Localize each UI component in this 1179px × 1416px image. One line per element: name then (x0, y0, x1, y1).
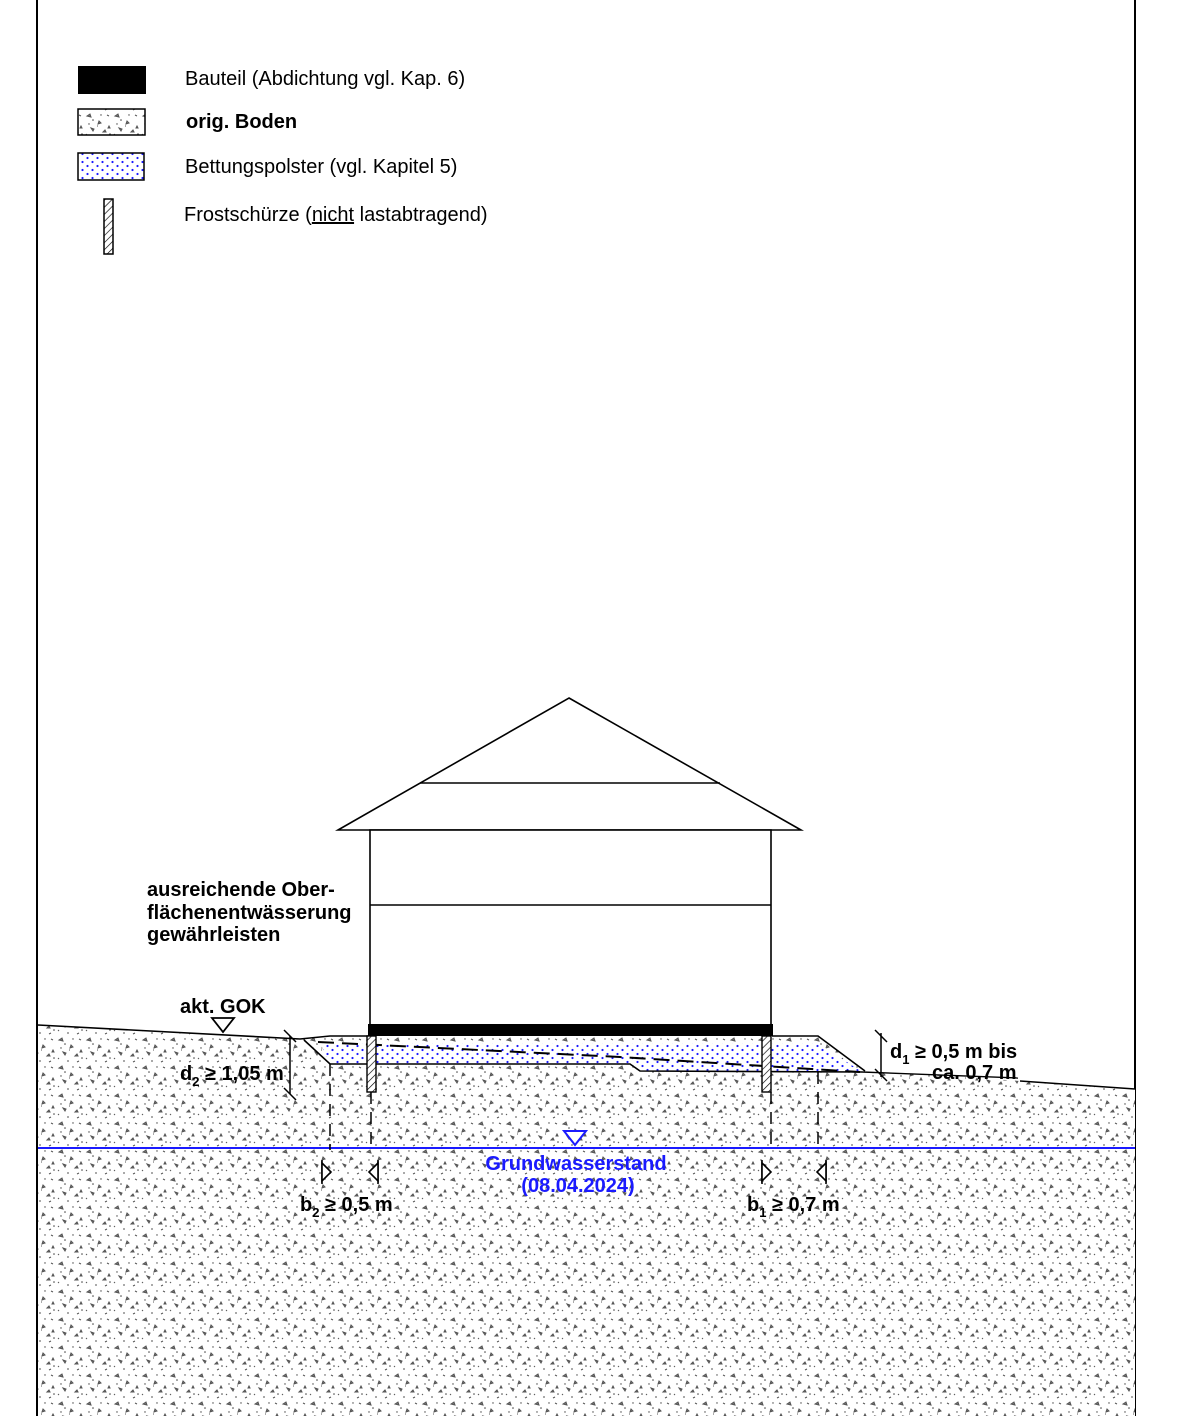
d1-dimension-label-line2: ca. 0,7 m (932, 1062, 1017, 1084)
d2-dimension-label: $d_2 \ge 1,05$ m (180, 1063, 284, 1089)
b1-dimension-label: $b_1 \ge 0,7$ m (747, 1194, 840, 1220)
legend-swatch-soil (78, 109, 145, 135)
legend-swatch-frost-apron (104, 199, 113, 254)
d1-dimension-label: $d_1 \ge 0,5$ m bis (890, 1041, 1018, 1067)
house-roof (338, 698, 801, 830)
legend-label-component: Bauteil (Abdichtung vgl. Kap. 6) (185, 68, 466, 90)
frost-apron-right (762, 1036, 771, 1092)
b2-dimension-label: $b_2 \ge 0,5$ m (300, 1194, 393, 1220)
house (338, 698, 801, 1036)
drainage-note-line-1: ausreichende Ober- (147, 879, 335, 901)
groundwater-label: Grundwasserstand (485, 1153, 667, 1175)
legend-swatch-bedding (78, 153, 144, 180)
frost-apron-left (367, 1036, 376, 1092)
gok-label: akt. GOK (180, 996, 266, 1018)
legend-swatch-component (78, 66, 146, 94)
groundwater-date: (08.04.2024) (521, 1175, 635, 1197)
legend-label-frost-apron: Frostschürze (nicht lastabtragend) (184, 204, 488, 226)
legend-label-soil: orig. Boden (186, 111, 298, 133)
gok-marker (212, 1018, 234, 1032)
legend (78, 66, 487, 254)
drainage-note-line-2: flächenentwässerung (147, 902, 352, 924)
drainage-note-line-3: gewährleisten (147, 924, 281, 946)
house-walls (370, 830, 771, 1026)
building-component-slab (368, 1024, 773, 1036)
legend-label-bedding: Bettungspolster (vgl. Kapitel 5) (185, 156, 458, 178)
